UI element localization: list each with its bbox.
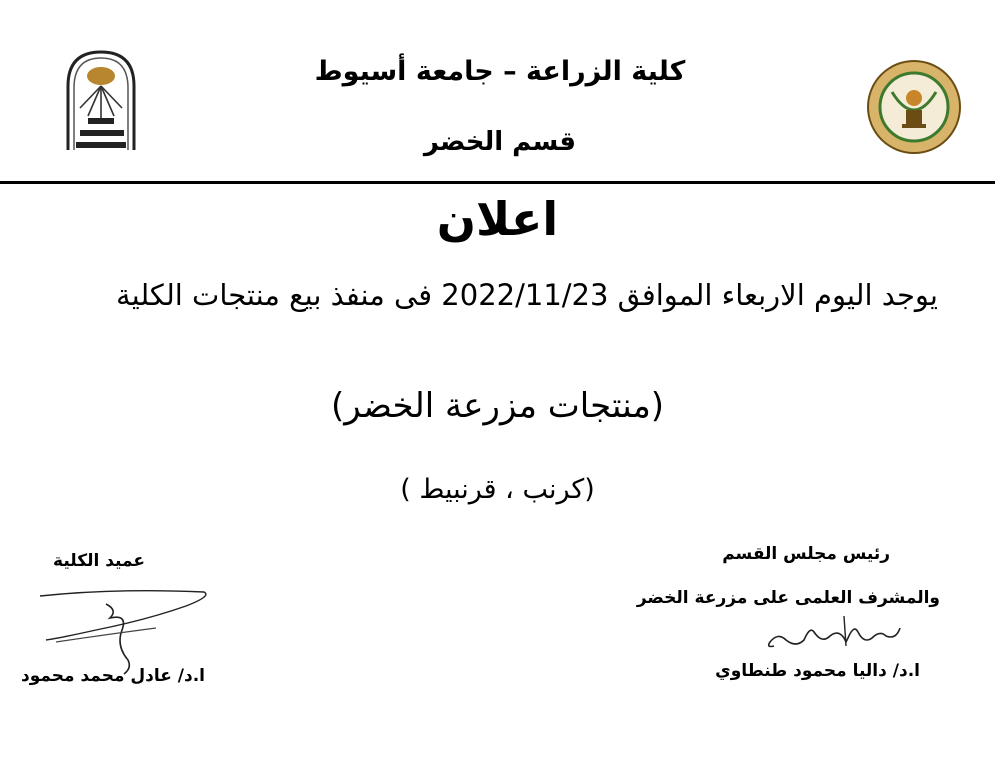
signatory-right-name: ا.د/ داليا محمود طنطاوي (715, 661, 920, 681)
products-list: (كرنب ، قرنبيط ) (400, 474, 595, 505)
faculty-of-agriculture-seal-icon (862, 58, 966, 156)
faculty-title: كلية الزراعة – جامعة أسيوط (314, 56, 686, 87)
signatory-left-name: ا.د/ عادل محمد محمود (21, 666, 205, 686)
handwritten-signature-icon (760, 610, 910, 654)
signatory-right-role-2: والمشرف العلمى على مزرعة الخضر (636, 588, 940, 608)
handwritten-signature-icon (36, 584, 212, 676)
signatory-right-role-1: رئيس مجلس القسم (722, 544, 890, 564)
header-divider (0, 181, 995, 184)
assiut-university-logo-icon (58, 46, 144, 154)
signatory-left-role: عميد الكلية (53, 551, 145, 571)
announcement-heading: اعلان (436, 192, 559, 246)
products-title: (منتجات مزرعة الخضر) (330, 386, 665, 426)
announcement-line: يوجد اليوم الاربعاء الموافق 2022/11/23 فى منفذ بيع منتجات الكلية (116, 278, 938, 312)
department-name: قسم الخضر (423, 127, 577, 157)
